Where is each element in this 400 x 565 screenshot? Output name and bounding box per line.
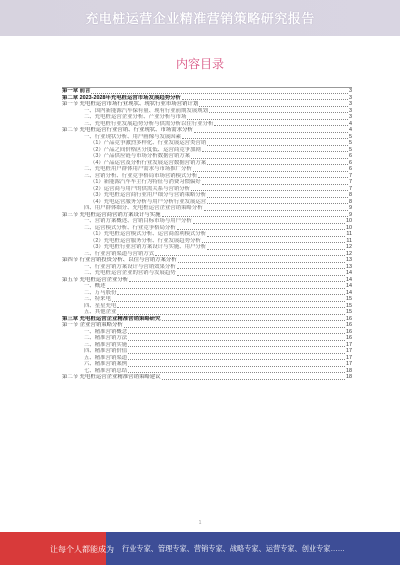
toc-page-number: 18	[346, 374, 352, 380]
toc-page-number: 3	[349, 88, 352, 94]
toc-leader-dots	[128, 346, 345, 347]
toc-entry-text: 四、精准营销价值	[84, 348, 128, 354]
toc-entry-text: 第一节 充电桩运营市场行业现状、现状行业市场营销计划	[62, 101, 199, 107]
toc-leader-dots	[124, 327, 345, 328]
toc-leader-dots	[178, 262, 345, 263]
toc-entry-text: （3）产品供应链与市场分析数据营销方案	[90, 153, 191, 159]
toc-page-number: 9	[349, 205, 352, 211]
toc-page-number: 6	[349, 159, 352, 166]
toc-page-number: 4	[349, 127, 352, 133]
toc-entry-text: 四、用户群体细分、充电桩运营企业营销策略分析	[84, 205, 203, 211]
toc-entry-text: （4）产品运营及分析行业发展运营数据营销方案	[90, 159, 207, 166]
toc-entry-text: 第五节 充电桩运营企业分析	[62, 276, 129, 283]
toc-leader-dots	[207, 236, 345, 237]
toc-leader-dots	[177, 229, 345, 230]
toc-leader-dots	[162, 379, 345, 380]
toc-page-number: 15	[346, 309, 352, 315]
toc-page-number: 8	[349, 198, 352, 205]
toc-leader-dots	[162, 320, 345, 321]
toc-leader-dots	[187, 119, 348, 120]
toc-page-number: 9	[349, 211, 352, 218]
table-of-contents	[62, 88, 352, 516]
footer-slogan: 让每个人都能成为	[50, 545, 114, 554]
toc-page-number: 17	[346, 354, 352, 361]
toc-page-number: 5	[349, 140, 352, 146]
toc-page-number: 11	[346, 237, 352, 244]
toc-entry-text: （2）运营商与用户的供需关系与营销分析	[90, 185, 191, 192]
toc-entry-text: 二、精准营销方法	[84, 335, 128, 341]
toc-entry-text: 第二节 充电桩运营企业精准营销策略建议	[62, 374, 161, 380]
toc-page-number: 15	[346, 296, 352, 302]
toc-leader-dots	[207, 249, 345, 250]
toc-leader-dots	[207, 203, 348, 204]
toc-entry-text: 三、营销分析、行业竞争格局市场营销模式分析	[84, 172, 198, 179]
footer-banner	[0, 532, 400, 565]
toc-leader-dots	[214, 125, 348, 126]
toc-entry-text: 六、精准营销案例	[84, 361, 128, 367]
toc-leader-dots	[207, 145, 348, 146]
toc-page-number: 5	[349, 146, 352, 153]
toc-entry-text: 第一章 前言	[62, 88, 91, 94]
toc-page-number: 16	[346, 315, 352, 322]
toc-page-number: 16	[346, 328, 352, 335]
toc-entry-text: 二、运营模式分析、行业竞争格局分析	[84, 224, 176, 231]
toc-entry-text: 三、充电桩行业发展趋势分析与供需分析以往行业分析	[84, 120, 214, 127]
toc-page-number: 17	[346, 348, 352, 354]
toc-entry-text: （3）充电桩运营商行业用户细分与营销策略分析	[90, 192, 207, 198]
toc-page-number: 12	[346, 250, 352, 257]
toc-leader-dots	[207, 197, 348, 198]
toc-heading: 内容目录	[175, 57, 224, 71]
toc-leader-dots	[128, 372, 345, 373]
toc-entry-text: 三、特来电	[84, 296, 111, 302]
toc-entry-text: 第三章 充电桩运营企业精准营销策略研究	[62, 315, 161, 322]
page-number: 1	[198, 520, 202, 526]
toc-leader-dots	[117, 294, 345, 295]
toc-leader-dots	[199, 106, 348, 107]
toc-leader-dots	[112, 301, 345, 302]
toc-leader-dots	[198, 177, 348, 178]
toc-page-number: 14	[346, 276, 352, 283]
toc-entry-text: 二、充电桩用户群体用户需求与市场推广分析	[84, 166, 192, 172]
toc-leader-dots	[191, 190, 348, 191]
toc-leader-dots	[128, 359, 345, 360]
toc-leader-dots	[207, 164, 348, 165]
toc-entry-text: 第二节 充电桩运营行业营销、行业现状、市场需求分析	[62, 127, 193, 133]
toc-leader-dots	[204, 210, 348, 211]
toc-entry-text: 四、星星充电	[84, 302, 117, 309]
toc-page-number: 3	[349, 107, 352, 114]
toc-page-number: 16	[346, 335, 352, 341]
toc-entry-text: 一、行业营销方案设计与营销效果分析	[84, 263, 176, 270]
toc-page-number: 7	[349, 179, 352, 185]
toc-leader-dots	[194, 132, 348, 133]
toc-entry-text: 五、其他企业	[84, 309, 117, 315]
toc-page-number: 10	[346, 224, 352, 231]
toc-leader-dots	[193, 223, 345, 224]
toc-page-number: 4	[349, 120, 352, 127]
toc-entry-text: （1）产品竞争激烈多样化、行业发展运营类营销	[90, 140, 207, 146]
toc-entry-text: （2）充电桩运营服务分析、行业发展趋势分析	[90, 237, 201, 244]
toc-page-number: 16	[346, 322, 352, 328]
toc-leader-dots	[209, 112, 348, 113]
toc-leader-dots	[177, 275, 345, 276]
toc-leader-dots	[128, 333, 345, 334]
toc-page-number: 11	[346, 231, 352, 237]
toc-entry[interactable]	[62, 374, 352, 381]
toc-page-number: 7	[349, 185, 352, 192]
toc-entry-text: 三、行业营销渠道与营销方式	[84, 250, 155, 257]
toc-page-number: 3	[349, 114, 352, 120]
toc-page-number: 14	[346, 270, 352, 276]
toc-entry-text: 二、充电桩运营企业分析、产业分析与市场	[84, 114, 187, 120]
toc-page-number: 6	[349, 166, 352, 172]
toc-entry-text: 第一节 企业营销策略分析	[62, 322, 123, 328]
toc-page-number: 12	[346, 244, 352, 250]
toc-leader-dots	[177, 268, 345, 269]
toc-page-number: 8	[349, 192, 352, 198]
toc-page-number: 3	[349, 101, 352, 107]
toc-leader-dots	[128, 353, 345, 354]
toc-leader-dots	[182, 99, 348, 100]
toc-entry-text: 一、行业现状分析、用户画像与发展因素	[84, 133, 182, 140]
footer-tags: 行业专家、管理专家、营销专家、战略专家、运营专家、创业专家……	[122, 544, 345, 553]
toc-entry-text: 一、国内新能源汽车保有量、现有行业前期发展规划	[84, 107, 208, 114]
toc-entry-text: 二、万马股份	[84, 289, 117, 296]
toc-entry-text: 七、精准营销总结	[84, 367, 128, 374]
toc-page-number: 10	[346, 218, 352, 224]
toc-leader-dots	[193, 171, 348, 172]
toc-leader-dots	[128, 340, 345, 341]
toc-leader-dots	[107, 288, 345, 289]
toc-leader-dots	[202, 151, 348, 152]
toc-entry-text: 一、概述	[84, 283, 106, 289]
toc-leader-dots	[117, 314, 345, 315]
toc-leader-dots	[182, 138, 348, 139]
toc-page-number: 14	[346, 283, 352, 289]
toc-page-number: 17	[346, 361, 352, 367]
toc-page-number: 6	[349, 153, 352, 159]
toc-leader-dots	[162, 216, 348, 217]
toc-entry-text: （2）产品之间价格区分度低、运营商竞争加剧	[90, 146, 201, 153]
toc-page-number: 13	[346, 257, 352, 263]
toc-page-number: 14	[346, 289, 352, 296]
toc-leader-dots	[155, 255, 345, 256]
toc-leader-dots	[91, 93, 348, 94]
toc-page-number: 3	[349, 94, 352, 101]
toc-entry-text: 二、充电桩运营企业的营销与发展趋势	[84, 270, 176, 276]
toc-page-number: 15	[346, 302, 352, 309]
report-header-bar	[0, 0, 400, 36]
report-title: 充电桩运营企业精准营销策略研究报告	[85, 11, 315, 26]
toc-entry-text: 第三节 充电桩运营商营销方案设计与实施	[62, 211, 161, 218]
toc-leader-dots	[129, 281, 345, 282]
toc-leader-dots	[117, 307, 345, 308]
toc-page-number: 13	[346, 263, 352, 270]
toc-page-number: 18	[346, 367, 352, 374]
toc-entry-text: 第四节 行业营销投资分析、以往与营销方案分析	[62, 257, 177, 263]
toc-leader-dots	[202, 184, 348, 185]
toc-page-number: 17	[346, 341, 352, 348]
toc-page-number: 5	[349, 133, 352, 140]
toc-entry-text: （1）新能源汽车车主行为特征与消费习惯偏好	[90, 179, 201, 185]
toc-entry-text: 五、精准营销渠道	[84, 354, 128, 361]
toc-leader-dots	[128, 366, 345, 367]
toc-entry-text: 三、精准营销实施	[84, 341, 128, 348]
toc-leader-dots	[202, 242, 346, 243]
toc-entry-text: 一、精准营销概念	[84, 328, 128, 335]
toc-page-number: 7	[349, 172, 352, 179]
toc-entry-text: （4）充电运营服务分析与用户分析行业发展运营	[90, 198, 207, 205]
toc-entry-text: 第二章 2023-2028年充电桩运营市场发展趋势分析	[62, 94, 181, 101]
toc-leader-dots	[191, 158, 348, 159]
toc-entry-text: （1）充电桩运营模式分析、运营商盈利模式分析	[90, 231, 207, 237]
toc-entry-text: 一、营销方案概述、营销目标市场与用户分析	[84, 218, 192, 224]
toc-entry-text: （3）充电桩行业营销方案设计与实施、用户分析	[90, 244, 207, 250]
